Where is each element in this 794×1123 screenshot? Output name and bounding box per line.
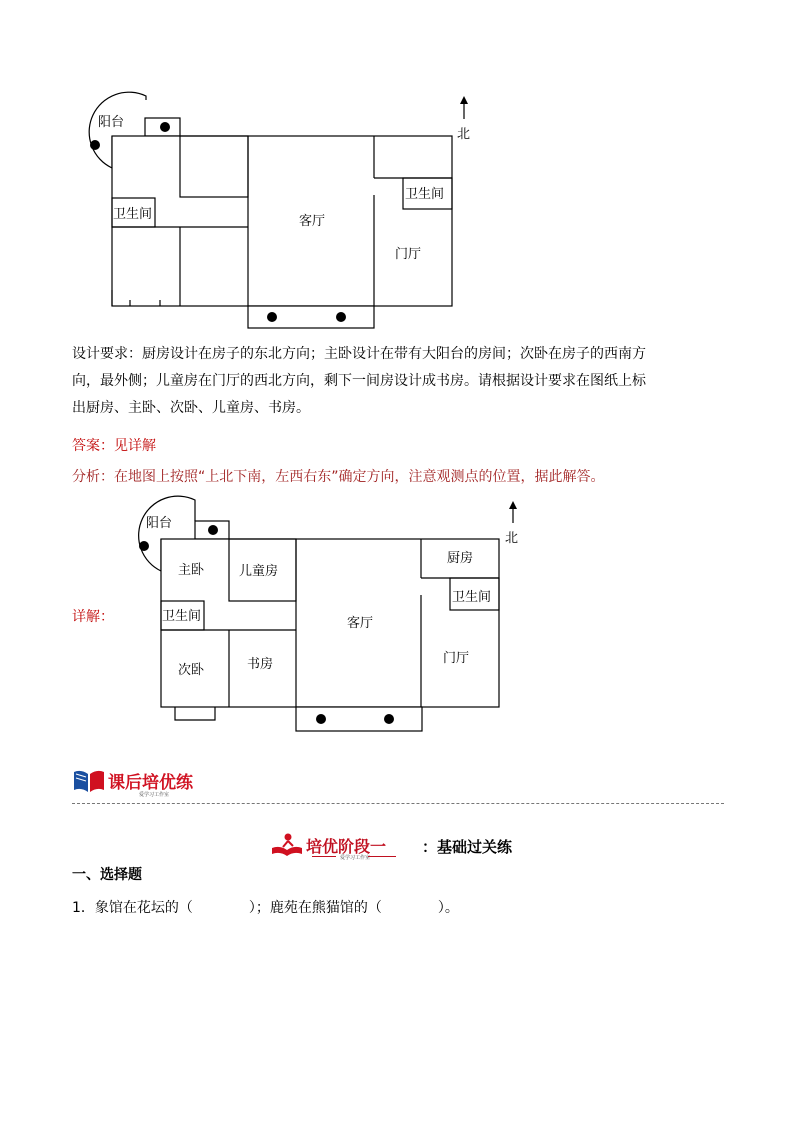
plan1-room-bathroom-right: 卫生间	[405, 187, 445, 202]
plan2-observer-dot	[316, 714, 326, 724]
plan2-room-kids: 儿童房	[239, 564, 279, 579]
plan2-room-master: 主卧	[178, 563, 205, 578]
requirement-line-3: 出厨房、主卧、次卧、儿童房、书房。	[72, 400, 310, 416]
plan1-room-balcony: 阳台	[98, 115, 125, 130]
plan2-observer-dot	[384, 714, 394, 724]
plan1-observer-dot	[267, 312, 277, 322]
plan1-room-entrance: 门厅	[395, 247, 422, 262]
answer-line: 答案：见详解	[72, 438, 156, 454]
plan2-room-bathroom-left: 卫生间	[162, 609, 202, 624]
stage-underline	[312, 856, 336, 857]
reading-figure-icon	[268, 832, 306, 858]
section-divider	[72, 803, 724, 804]
analysis-line: 分析：在地图上按照“上北下南，左西右东”确定方向，注意观测点的位置，据此解答。	[72, 469, 605, 485]
plan2-observer-dot	[208, 525, 218, 535]
stage-header	[268, 830, 548, 864]
plan2-room-entrance: 门厅	[443, 651, 470, 666]
detail-label: 详解：	[72, 609, 114, 625]
plan1-observer-dot	[160, 122, 170, 132]
question-1: 1．象馆在花坛的（ ）；鹿苑在熊猫馆的（ ）。	[72, 900, 459, 916]
requirement-line-2: 向，最外侧；儿童房在门厅的西北方向，剩下一间房设计成书房。请根据设计要求在图纸上标	[72, 373, 646, 389]
plan1-room-living: 客厅	[299, 214, 326, 229]
plan1-room-bathroom-left: 卫生间	[113, 207, 153, 222]
plan2-room-second: 次卧	[178, 663, 205, 678]
plan1-north-label: 北	[457, 127, 471, 142]
plan2-room-kitchen: 厨房	[447, 551, 474, 566]
requirement-line-1: 设计要求：厨房设计在房子的东北方向；主卧设计在带有大阳台的房间；次卧在房子的西南方	[72, 346, 646, 362]
stage-underline	[368, 856, 396, 857]
plan2-room-study: 书房	[247, 657, 274, 672]
section-banner	[72, 766, 232, 800]
design-requirement	[72, 341, 732, 422]
stage-rest: ：基础过关练	[422, 838, 513, 856]
floor-plan-question	[60, 85, 480, 340]
stage-subtitle: 爱学习工作室	[340, 855, 371, 861]
stage-title: 培优阶段一	[306, 837, 387, 856]
plan2-room-balcony: 阳台	[146, 516, 173, 531]
plan2-room-living: 客厅	[347, 616, 374, 631]
question-type: 一、选择题	[72, 867, 142, 883]
plan2-observer-dot	[139, 541, 149, 551]
section-banner-subtitle: 爱学习工作室	[139, 792, 170, 798]
plan1-observer-dot	[90, 140, 100, 150]
book-logo-icon	[72, 768, 106, 794]
plan1-observer-dot	[336, 312, 346, 322]
section-banner-title: 课后培优练	[108, 773, 193, 793]
floor-plan-answer	[110, 490, 530, 740]
plan2-room-bathroom-right: 卫生间	[452, 590, 492, 605]
plan2-north-label: 北	[505, 531, 519, 546]
